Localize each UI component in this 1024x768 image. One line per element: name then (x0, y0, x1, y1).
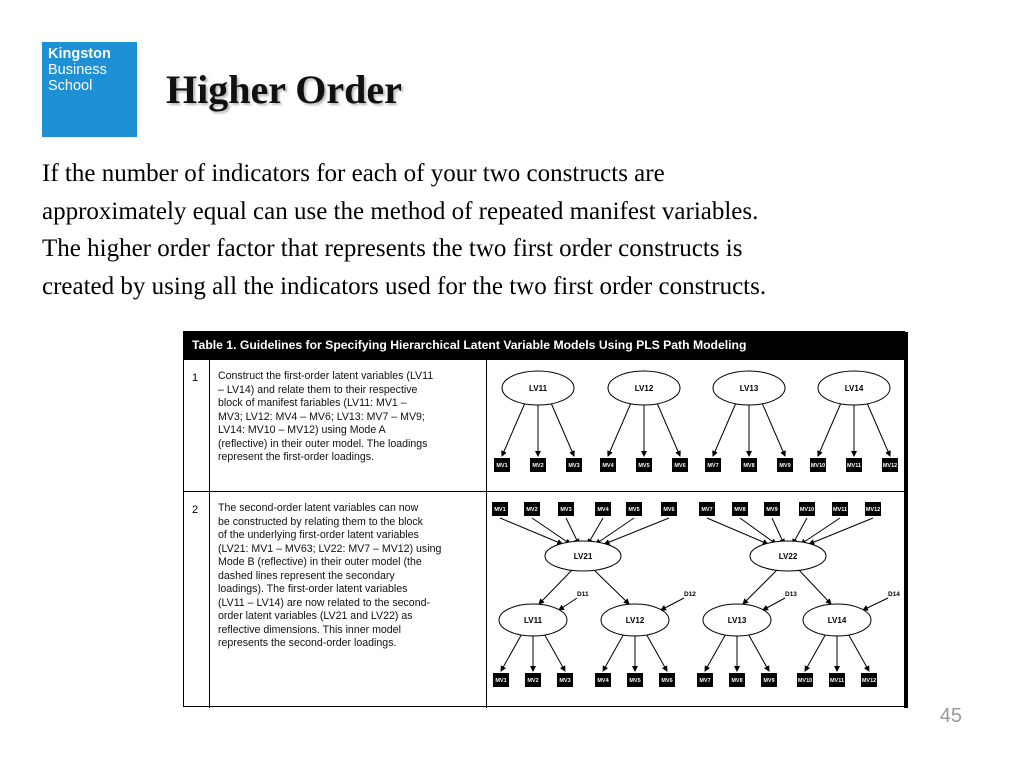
path-arrow (805, 634, 826, 671)
manifest-label: MV3 (568, 463, 580, 469)
slide-title: Higher Order (166, 67, 402, 112)
manifest-label: MV3 (559, 678, 571, 684)
description-line: Mode B (reflective) in their outer model (the (218, 556, 422, 568)
manifest-label: MV11 (846, 463, 862, 469)
manifest-label: MV11 (829, 678, 845, 684)
paragraph-line: The higher order factor that represents the two first order constructs is (42, 235, 743, 262)
second-order-diagram (487, 492, 905, 708)
path-arrow (809, 518, 873, 544)
path-arrow (501, 634, 522, 671)
path-arrow (743, 569, 778, 604)
description-line: LV14: MV10 – MV12) using Mode A (218, 424, 386, 436)
second-order-latent-label: LV22 (778, 552, 798, 561)
description-line: (LV11 – LV14) are now related to the second- (218, 596, 431, 609)
paragraph-line: If the number of indicators for each of your two constructs are (42, 160, 665, 187)
description-line: block of manifest fariables (LV11: MV1 – (218, 397, 407, 409)
paragraph-line: created by using all the indicators used for the two first order constructs. (42, 272, 767, 300)
manifest-label: MV7 (701, 507, 713, 513)
manifest-label: MV6 (663, 507, 675, 513)
description-line: MV3; LV12: MV4 – MV6; LV13: MV7 – MV9; (218, 410, 425, 423)
first-order-latent-label: LV12 (625, 616, 645, 625)
manifest-label: MV2 (527, 678, 539, 684)
first-order-latent-label: LV14 (827, 616, 847, 625)
path-arrow (863, 598, 888, 610)
first-order-latent-label: LV14 (844, 384, 864, 393)
path-arrow (705, 634, 726, 671)
path-arrow (818, 402, 841, 456)
path-arrow (867, 402, 890, 456)
description-line: (reflective) in their outer model. The loadings (218, 437, 428, 450)
path-arrow (848, 634, 869, 671)
manifest-label: MV1 (494, 507, 506, 513)
path-arrow (544, 634, 565, 671)
description-line: Construct the first-order latent variables (LV11 (218, 370, 434, 382)
disturbance-label: D11 (577, 591, 589, 598)
row-description (210, 360, 487, 492)
disturbance-label: D12 (684, 591, 696, 598)
guidelines-table (183, 331, 905, 707)
second-order-latent-label: LV21 (573, 552, 593, 561)
manifest-label: MV6 (674, 463, 686, 469)
manifest-label: MV3 (560, 507, 572, 513)
path-arrow (762, 402, 785, 456)
manifest-label: MV8 (743, 463, 755, 469)
description-line: The second-order latent variables can now (218, 502, 419, 514)
row-number: 1 (184, 360, 210, 492)
manifest-label: MV12 (865, 507, 881, 513)
first-order-latent-label: LV13 (739, 384, 759, 393)
manifest-label: MV2 (526, 507, 538, 513)
page-number: 45 (939, 705, 962, 727)
table-row (184, 359, 904, 492)
manifest-label: MV8 (734, 507, 746, 513)
path-arrow (793, 518, 807, 544)
description-line: order latent variables (LV21 and LV22) as (218, 610, 413, 622)
first-order-latent-label: LV11 (528, 384, 548, 393)
path-arrow (608, 402, 631, 456)
path-arrow (801, 518, 840, 544)
path-arrow (502, 402, 525, 456)
manifest-label: MV12 (861, 678, 877, 684)
manifest-label: MV7 (699, 678, 711, 684)
manifest-label: MV2 (532, 463, 544, 469)
kingston-business-school-logo (42, 42, 137, 137)
manifest-label: MV6 (661, 678, 673, 684)
paragraph-line: approximately equal can use the method of repeated manifest variables. (42, 197, 759, 225)
path-arrow (559, 598, 577, 610)
logo-line-3: School (48, 78, 93, 94)
path-arrow (646, 634, 667, 671)
manifest-label: MV9 (763, 678, 775, 684)
description-line: reflective dimensions. This inner model (218, 623, 401, 636)
manifest-label: MV5 (638, 463, 650, 469)
manifest-label: MV5 (628, 507, 640, 513)
path-arrow (603, 634, 624, 671)
path-arrow (713, 402, 736, 456)
first-order-diagram-svg (487, 360, 905, 492)
path-arrow (798, 569, 831, 604)
manifest-label: MV9 (766, 507, 778, 513)
path-arrow (532, 518, 570, 544)
first-order-diagram (487, 360, 905, 492)
manifest-label: MV5 (629, 678, 641, 684)
second-order-diagram-svg (487, 492, 905, 708)
first-order-latent-label: LV12 (634, 384, 654, 393)
first-order-latent-label: LV11 (523, 616, 543, 625)
logo-line-1: Kingston (48, 46, 111, 62)
description-line: dashed lines represent the secondary (218, 569, 395, 582)
path-arrow (500, 518, 562, 544)
manifest-label: MV10 (797, 678, 813, 684)
description-line: represents the second-order loadings. (218, 637, 397, 649)
body-paragraph (42, 155, 992, 305)
description-line: of the underlying first-order latent variables (218, 529, 419, 541)
description-line: loadings). The first-order latent variables (218, 583, 408, 595)
manifest-label: MV12 (882, 463, 898, 469)
path-arrow (593, 569, 629, 604)
table-caption: Table 1. Guidelines for Specifying Hierarchical Latent Variable Models Using PLS Path Modeling (184, 332, 904, 359)
path-arrow (539, 569, 573, 604)
path-arrow (763, 598, 785, 610)
logo-line-2: Business (48, 62, 107, 78)
disturbance-label: D13 (785, 591, 797, 598)
manifest-label: MV4 (597, 678, 609, 684)
row-description (210, 492, 487, 708)
description-line: – LV14) and relate them to their respective (218, 383, 418, 396)
manifest-label: MV1 (495, 678, 507, 684)
manifest-label: MV10 (799, 507, 815, 513)
manifest-label: MV10 (810, 463, 826, 469)
manifest-label: MV7 (707, 463, 719, 469)
manifest-label: MV9 (779, 463, 791, 469)
first-order-latent-label: LV13 (727, 616, 747, 625)
manifest-label: MV4 (597, 507, 609, 513)
table-row (184, 491, 904, 708)
description-line: (LV21: MV1 – MV63; LV22: MV7 – MV12) using (218, 542, 442, 555)
manifest-label: MV1 (496, 463, 508, 469)
manifest-label: MV11 (832, 507, 848, 513)
path-arrow (748, 634, 769, 671)
description-line: represent the first-order loadings. (218, 451, 375, 463)
row-number: 2 (184, 492, 210, 708)
path-arrow (551, 402, 574, 456)
path-arrow (566, 518, 579, 544)
manifest-label: MV4 (602, 463, 614, 469)
path-arrow (772, 518, 784, 544)
manifest-label: MV8 (731, 678, 743, 684)
disturbance-label: D14 (888, 591, 900, 598)
path-arrow (661, 598, 684, 610)
description-line: be constructed by relating them to the block (218, 515, 423, 528)
path-arrow (657, 402, 680, 456)
